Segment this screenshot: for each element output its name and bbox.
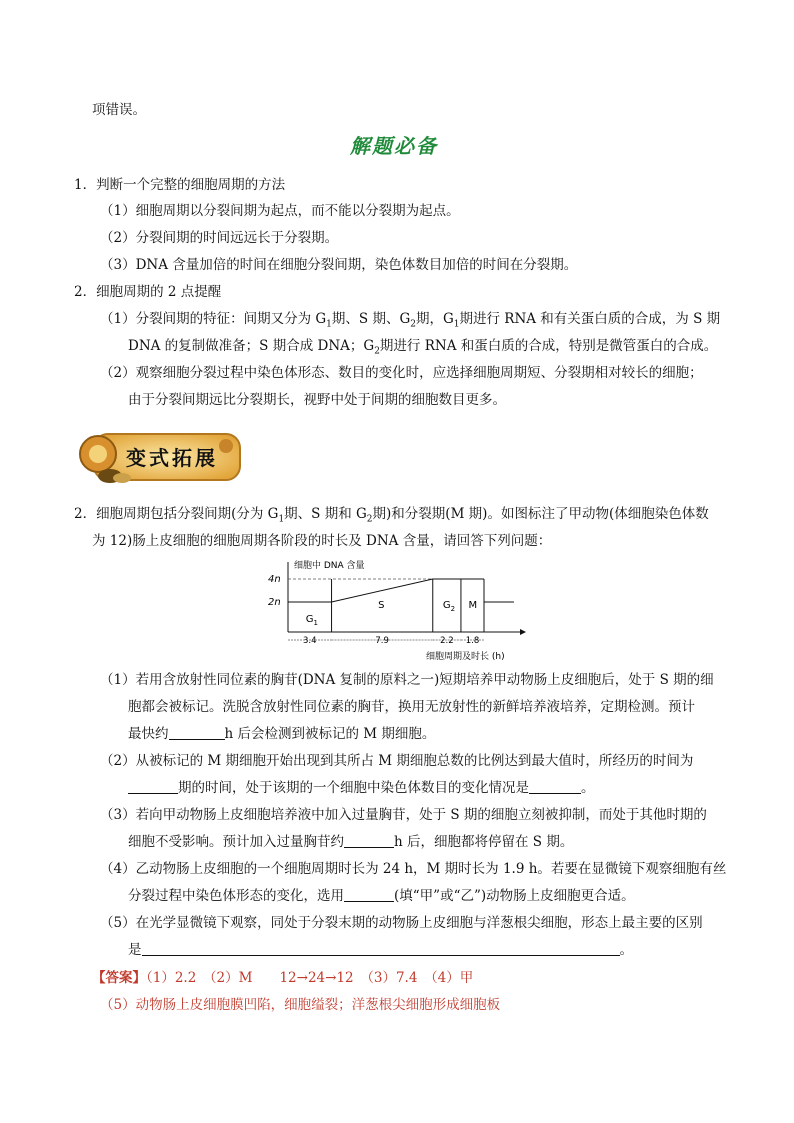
q1-line1: （1）若用含放射性同位素的胸苷(DNA 复制的原料之一)短期培养甲动物肠上皮细胞后，处于 S 期的细 (100, 672, 714, 688)
answer-label: 【答案】 (92, 970, 146, 986)
phase-duration-label: 7.9 (375, 636, 389, 646)
subscript: 1 (326, 319, 332, 330)
point1-title: 1．判断一个完整的细胞周期的方法 (74, 177, 286, 193)
q1-line3 (128, 724, 435, 744)
question-line2: 为 12)肠上皮细胞的细胞周期各阶段的时长及 DNA 含量，请回答下列问题： (92, 533, 552, 549)
variant-banner (76, 428, 244, 486)
text-fragment: 期、S 期和 G (284, 506, 367, 522)
phase-duration-label: 2.2 (440, 636, 454, 646)
dna-content-chart (266, 556, 526, 664)
answer-blank[interactable] (344, 833, 394, 848)
q3-line2 (128, 832, 573, 852)
y-tick-4n: 4n (268, 574, 281, 585)
subscript: 2 (374, 346, 380, 357)
text-fragment: 是 (128, 942, 142, 958)
point1-item-1: （1）细胞周期以分裂间期为起点，而不能以分裂期为起点。 (100, 203, 460, 219)
answer-line1 (92, 968, 473, 988)
answer-blank[interactable] (128, 779, 178, 794)
answer-blank[interactable] (529, 779, 581, 794)
point2-item1-line1 (100, 309, 720, 335)
phase-label-subscript: 2 (450, 605, 456, 613)
text-fragment: 期的时间，处于该期的一个细胞中染色体数目的变化情况是 (178, 780, 529, 796)
banner-text: 变式拓展 (126, 446, 218, 470)
phase-label: $G_2$ (442, 600, 456, 613)
phase-label: $G_1$ (305, 614, 318, 627)
answer-text: （1）2.2 （2）M 12→24→12 （3）7.4 （4）甲 (146, 970, 474, 986)
text-fragment: h 后会检测到被标记的 M 期细胞。 (224, 726, 436, 742)
text-fragment: 最快约 (128, 726, 169, 742)
point1-item-2: （2）分裂间期的时间远远长于分裂期。 (100, 230, 339, 246)
point2-item1-line2 (128, 336, 717, 362)
point2-title: 2．细胞周期的 2 点提醒 (74, 284, 222, 300)
q5-line2 (128, 940, 633, 960)
text-fragment: h 后，细胞都将停留在 S 期。 (394, 834, 574, 850)
point2-item2-line2: 由于分裂间期远比分裂期长，视野中处于间期的细胞数目更多。 (128, 392, 506, 408)
point1-item-3: （3）DNA 含量加倍的时间在细胞分裂间期，染色体数目加倍的时间在分裂期。 (100, 257, 578, 273)
subscript: 2 (366, 514, 373, 525)
text-fragment: (填“甲”或“乙”)动物肠上皮细胞更合适。 (394, 888, 635, 904)
phase-label: S (378, 600, 385, 611)
subscript: 2 (410, 319, 416, 330)
text-fragment: （1）分裂间期的特征：间期又分为 G (100, 311, 327, 327)
text-fragment: 期，G (415, 311, 454, 327)
text-fragment: 期、S 期、G (331, 311, 411, 327)
point2-item2-line1: （2）观察细胞分裂过程中染色体形态、数目的变化时，应选择细胞周期短、分裂期相对较长的细胞； (100, 365, 703, 381)
q3-line1: （3）若向甲动物肠上皮细胞培养液中加入过量胸苷，处于 S 期的细胞立刻被抑制，而处于其他时期的 (100, 807, 707, 823)
y-tick-2n: 2n (268, 597, 281, 608)
text-fragment: 2．细胞周期包括分裂间期(分为 G (74, 506, 279, 522)
phase-duration-label: 3.4 (303, 636, 317, 646)
q5-line1: （5）在光学显微镜下观察，同处于分裂末期的动物肠上皮细胞与洋葱根尖细胞，形态上最主要的区别 (100, 915, 703, 931)
q2-line1: （2）从被标记的 M 期细胞开始出现到其所占 M 期细胞总数的比例达到最大值时，所经历的时间为 (100, 753, 694, 769)
phase-label-subscript: 1 (313, 619, 318, 627)
y-axis-label: 细胞中 DNA 含量 (294, 561, 365, 571)
text-fragment: 细胞不受影响。预计加入过量胸苷约 (128, 834, 344, 850)
phase-label: M (468, 600, 478, 611)
q1-line2: 胞都会被标记。洗脱含放射性同位素的胸苷，换用无放射性的新鲜培养液培养，定期检测。预计 (128, 699, 695, 715)
text-fragment: 。 (581, 780, 595, 796)
subscript: 1 (278, 514, 285, 525)
answer-blank[interactable] (344, 887, 394, 902)
text-fragment: 期进行 RNA 和蛋白质的合成，特别是微管蛋白的合成。 (379, 338, 718, 354)
answer-blank[interactable] (142, 941, 620, 956)
q2-line2 (128, 778, 595, 798)
phase-duration-label: 1.8 (465, 636, 480, 646)
text-fragment: 期进行 RNA 和有关蛋白质的合成，为 S 期 (459, 311, 721, 327)
answer-line2: （5）动物肠上皮细胞膜凹陷，细胞缢裂；洋葱根尖细胞形成细胞板 (100, 997, 501, 1013)
answer-blank[interactable] (169, 725, 225, 740)
text-fragment: 。 (619, 942, 633, 958)
section-title: 解题必备 (350, 134, 438, 158)
text-fragment: 分裂过程中染色体形态的变化，选用 (128, 888, 344, 904)
q4-line1: （4）乙动物肠上皮细胞的一个细胞周期时长为 24 h，M 期时长为 1.9 h。若要在显微镜下观察细胞有丝 (100, 861, 727, 877)
x-axis-label: 细胞周期及时长 (h) (426, 652, 505, 662)
subscript: 1 (453, 319, 460, 330)
q4-line2 (128, 886, 635, 906)
x-axis-arrow (520, 629, 526, 635)
question-line1 (74, 504, 709, 530)
dna-content-line (288, 579, 484, 602)
text-fragment: DNA 的复制做准备；S 期合成 DNA；G (128, 338, 375, 354)
intro-line: 项错误。 (92, 102, 146, 118)
text-fragment: 期)和分裂期(M 期)。如图标注了甲动物(体细胞染色体数 (372, 506, 709, 522)
